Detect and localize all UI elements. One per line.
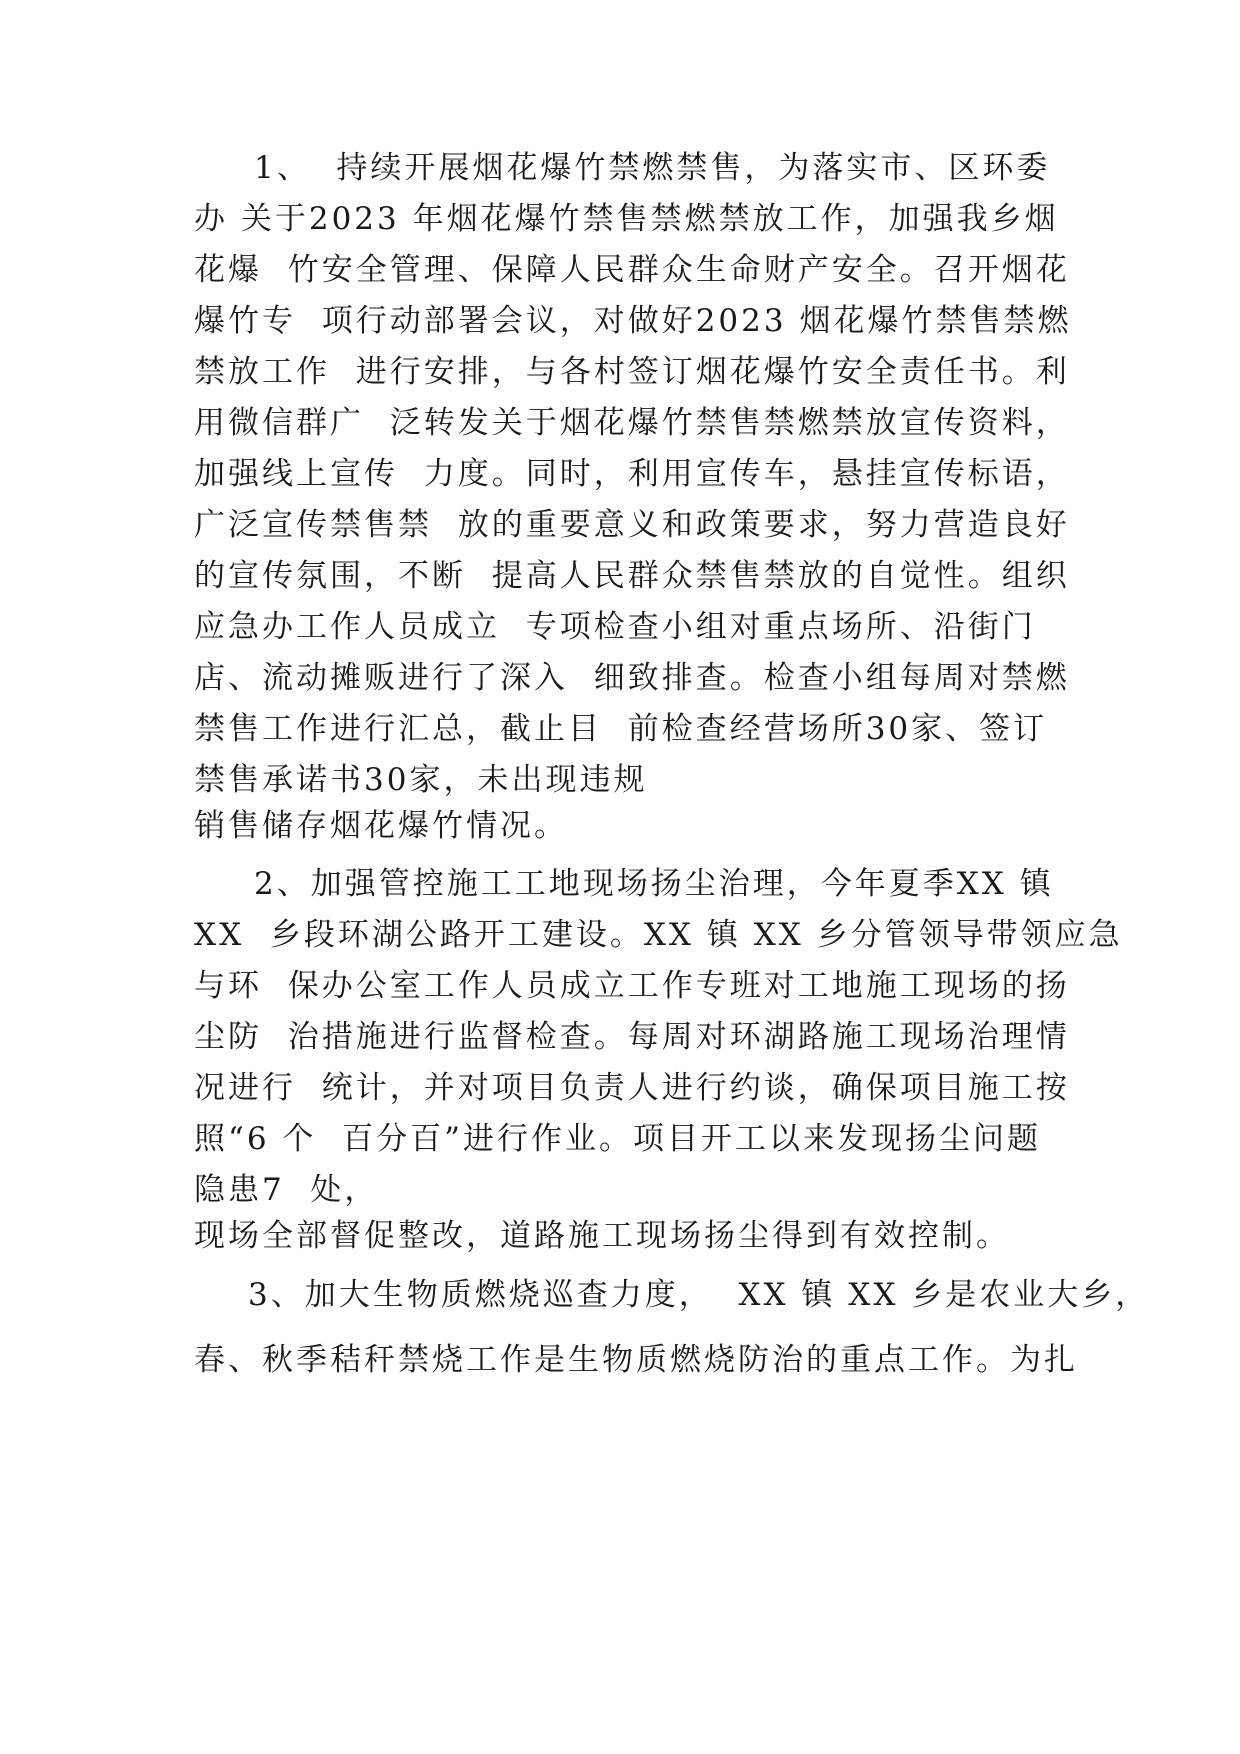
- text-line: 照“6 个 百分百”进行作业。项目开工以来发现扬尘问题: [194, 1121, 1041, 1157]
- text-line: XX 乡段环湖公路开工建设。XX 镇 XX 乡分管领导带领应急: [194, 917, 1123, 953]
- text-line: 花爆 竹安全管理、保障人民群众生命财产安全。召开烟花: [194, 252, 1070, 288]
- text-line: 办 关于2023 年烟花爆竹禁售禁燃禁放工作，加强我乡烟: [194, 201, 1059, 237]
- text-line: 店、流动摊贩进行了深入 细致排查。检查小组每周对禁燃: [194, 660, 1070, 696]
- text-line: 爆竹专 项行动部署会议，对做好2023 烟花爆竹禁售禁燃: [194, 303, 1072, 339]
- text-line: 1、 持续开展烟花爆竹禁燃禁售，为落实市、区环委: [254, 150, 1051, 186]
- text-line: 禁售工作进行汇总，截止目 前检查经营场所30家、签订: [194, 711, 1048, 747]
- text-line: 况进行 统计，并对项目负责人进行约谈，确保项目施工按: [194, 1070, 1070, 1106]
- text-line: 加强线上宣传 力度。同时，利用宣传车，悬挂宣传标语，: [194, 456, 1070, 492]
- text-line: 广泛宣传禁售禁 放的重要意义和政策要求，努力营造良好: [194, 507, 1070, 543]
- text-line: 3、加大生物质燃烧巡查力度， XX 镇 XX 乡是农业大乡，: [248, 1277, 1150, 1313]
- text-line: 禁放工作 进行安排，与各村签订烟花爆竹安全责任书。利: [194, 354, 1070, 390]
- text-line: 春、秋季秸秆禁烧工作是生物质燃烧防治的重点工作。为扎: [194, 1342, 1078, 1378]
- text-line: 尘防 治措施进行监督检查。每周对环湖路施工现场治理情: [194, 1019, 1070, 1055]
- text-line: 隐患7 处，: [194, 1172, 379, 1208]
- text-line: 的宣传氛围，不断 提高人民群众禁售禁放的自觉性。组织: [194, 558, 1070, 594]
- text-line: 销售储存烟花爆竹情况。: [194, 808, 568, 844]
- text-line: 现场全部督促整改，道路施工现场扬尘得到有效控制。: [194, 1218, 1010, 1254]
- text-line: 2、加强管控施工工地现场扬尘治理，今年夏季XX 镇: [254, 866, 1054, 902]
- text-line: 用微信群广 泛转发关于烟花爆竹禁售禁燃禁放宣传资料，: [194, 405, 1070, 441]
- text-line: 与环 保办公室工作人员成立工作专班对工地施工现场的扬: [194, 968, 1070, 1004]
- text-line: 应急办工作人员成立 专项检查小组对重点场所、沿街门: [194, 609, 1036, 645]
- text-line: 禁售承诺书30家，未出现违规: [194, 762, 648, 798]
